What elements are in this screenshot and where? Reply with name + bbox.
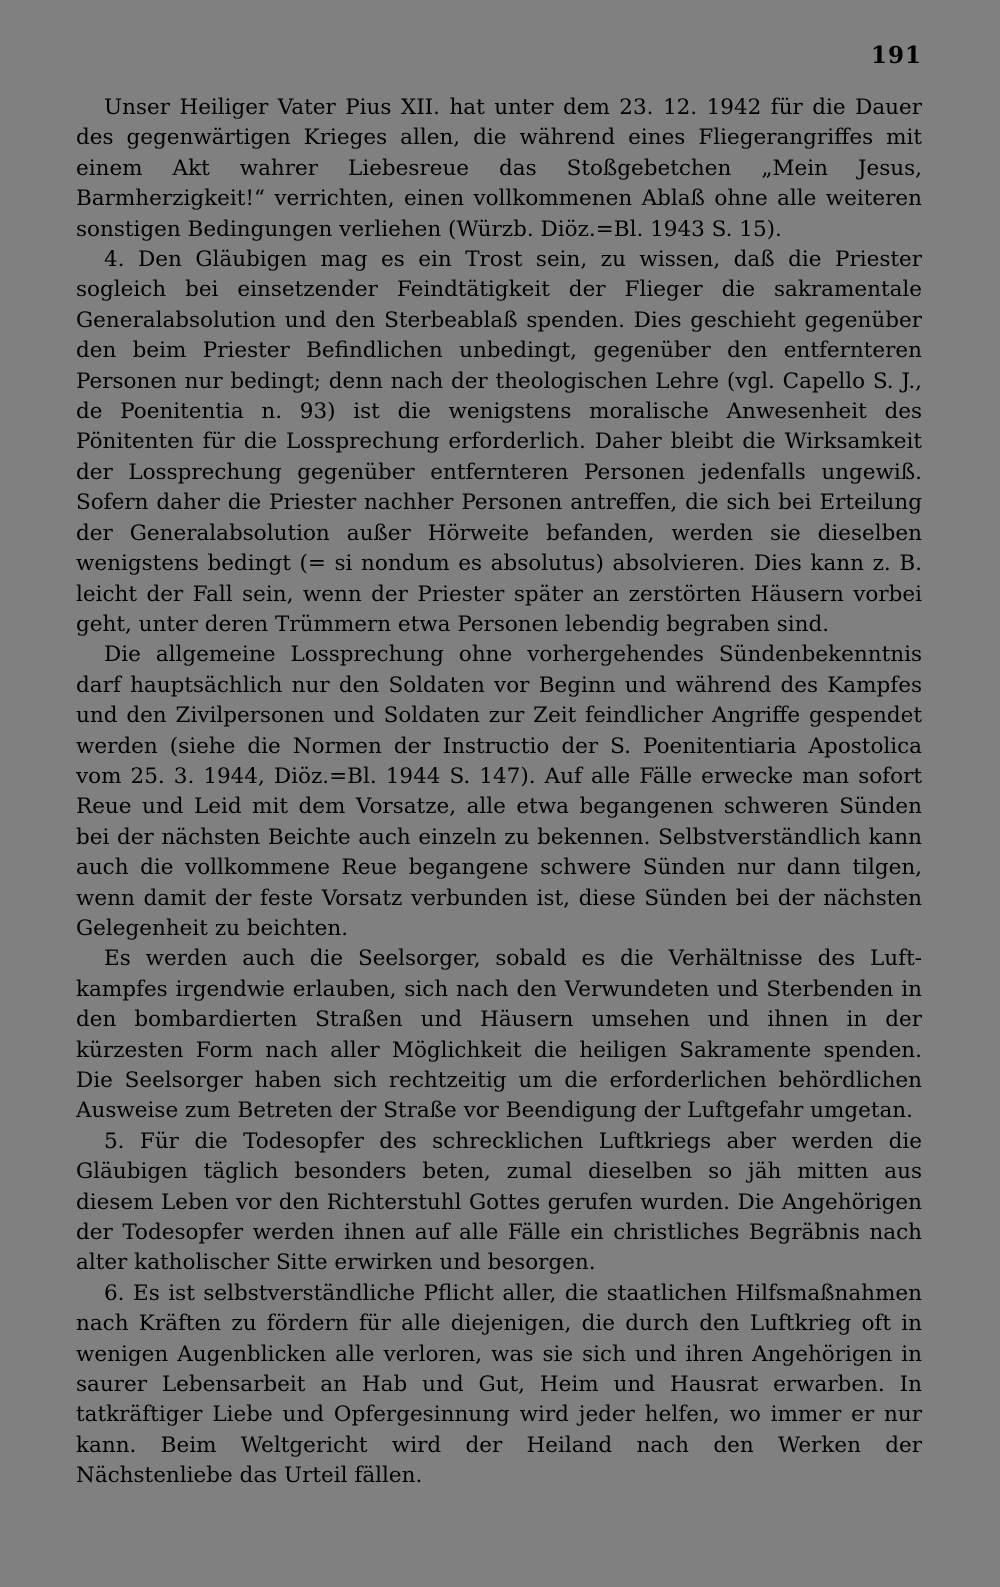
- page-number: 191: [870, 42, 922, 69]
- paragraph-5-victims: 5. Für die Todesopfer des schrecklichen Luftkriegs aber werden die Gläubigen täglich besonders beten, zumal dieselben so jäh mitten aus diesem Leben vor den Richterstuhl Gottes gerufen wurden. Die Angehörigen der Todesopfer werden ihnen auf alle Fälle ein christliches Begräbnis nach alter katholischer Sitte erwirken und besorgen.: [76, 1128, 922, 1276]
- paragraph-pastoral-care: Es werden auch die Seelsorger, sobald es die Verhältnisse des Luftkampfes irgendwie erlauben, sich nach den Verwundeten und Sterbenden in den bombardierten Straßen und Häusern umsehen und ihnen in der kürzesten Form nach aller Möglichkeit die heiligen Sakramente spenden. Die Seelsorger haben sich rechtzeitig um die erforderlichen behördlichen Ausweise zum Betreten der Straße vor Beendigung der Luftgefahr umgetan.: [76, 946, 922, 1124]
- paragraph-6-relief-measures: 6. Es ist selbstverständliche Pflicht aller, die staatlichen Hilfsmaßnahmen nach Kräften zu fördern für alle diejenigen, die durch den Luftkrieg oft in wenigen Augenblicken alle verloren, was sie sich und ihren Angehörigen in saurer Lebensarbeit an Hab und Gut, Heim und Hausrat erwarben. In tatkräftiger Liebe und Opfergesinnung wird jeder helfen, wo immer er nur kann. Beim Weltgericht wird der Heiland nach den Werken der Nächstenliebe das Urteil fällen.: [76, 1280, 922, 1489]
- paragraph-general-absolution-conditions: Die allgemeine Lossprechung ohne vorhergehendes Sündenbekenntnis darf hauptsächlich nur den Soldaten vor Beginn und während des Kampfes und den Zivilpersonen und Soldaten zur Zeit feindlicher Angriffe gespendet werden (siehe die Normen der Instructio der S. Poenitentiaria Apostolica vom 25. 3. 1944, Diöz.=Bl. 1944 S. 147). Auf alle Fälle erwecke man sofort Reue und Leid mit dem Vorsatze, alle etwa begangenen schweren Sünden bei der nächsten Beichte auch einzeln zu bekennen. Selbstverständlich kann auch die vollkommene Reue begangene schwere Sünden nur dann tilgen, wenn damit der feste Vorsatz verbunden ist, diese Sünden bei der nächsten Gelegenheit zu beichten.: [76, 642, 922, 941]
- body-text: [76, 93, 922, 1492]
- paragraph-4-general-absolution: 4. Den Gläubigen mag es ein Trost sein, zu wissen, daß die Priester sogleich bei einsetzender Feindtätigkeit der Flieger die sakramentale Generalabsolution und den Sterbeablaß spenden. Dies geschieht gegenüber den beim Priester Befindlichen unbedingt, gegenüber den entfernteren Personen nur bedingt; denn nach der theologischen Lehre (vgl. Capello S. J., de Poenitentia n. 93) ist die wenigstens moralische Anwesenheit des Pönitenten für die Lossprechung erforderlich. Daher bleibt die Wirksamkeit der Lossprechung gegenüber entfernteren Personen jedenfalls ungewiß. Sofern daher die Priester nachher Personen antreffen, die sich bei Erteilung der Generalabsolution außer Hörweite befanden, werden sie dieselben wenigstens bedingt (= si nondum es absolutus) absolvieren. Dies kann z. B. leicht der Fall sein, wenn der Priester später an zerstörten Häusern vorbei geht, unter deren Trümmern etwa Personen lebendig begraben sind.: [76, 247, 922, 637]
- paragraph-papal-indulgence: Unser Heiliger Vater Pius XII. hat unter dem 23. 12. 1942 für die Dauer des gegenwärtigen Krieges allen, die während eines Fliegerangriffes mit einem Akt wahrer Liebesreue das Stoßgebetchen „Mein Jesus, Barmherzigkeit!“ verrichten, einen vollkommenen Ablaß ohne alle weiteren sonstigen Bedingungen verliehen (Würzb. Diöz.=Bl. 1943 S. 15).: [76, 95, 922, 242]
